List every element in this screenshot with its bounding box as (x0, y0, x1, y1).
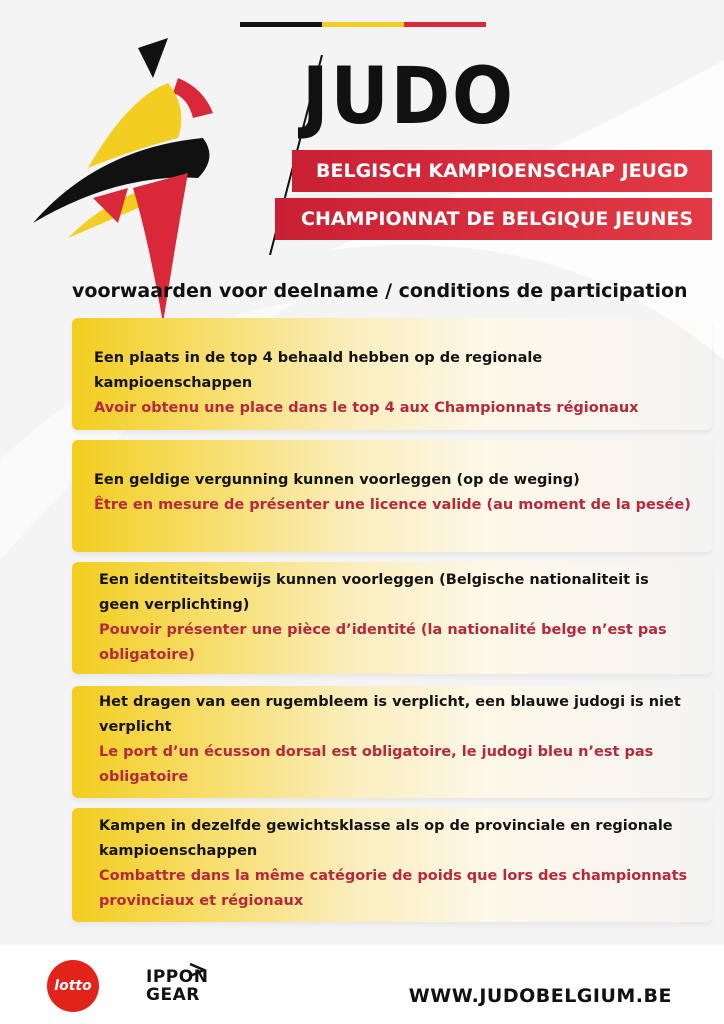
condition-card (72, 440, 712, 552)
condition-text-french: Combattre dans la même catégorie de poids que lors des championnats provinciaux et régionaux (99, 868, 688, 909)
ippon-logo-line-1: IPPON (146, 967, 209, 987)
flag-stripe-black (240, 22, 322, 27)
flag-stripe-red (404, 22, 486, 27)
condition-text-french: Être en mesure de présenter une licence valide (au moment de la pesée) (94, 497, 691, 513)
condition-text-french: Le port d’un écusson dorsal est obligatoire, le judogi bleu n’est pas obligatoire (99, 744, 654, 785)
ippon-logo-line-2: GEAR (146, 985, 200, 1005)
condition-text-dutch: Het dragen van een rugembleem is verplicht, een blauwe judogi is niet verplicht (99, 694, 681, 735)
condition-card (72, 318, 712, 430)
condition-text-dutch: Een identiteitsbewijs kunnen voorleggen (Belgische nationaliteit is geen verplichting) (99, 572, 649, 613)
condition-card (72, 562, 712, 674)
flag-stripe-yellow (322, 22, 404, 27)
lotto-logo (47, 960, 99, 1012)
lotto-logo-text: lotto (54, 978, 92, 994)
page-title: JUDO (302, 52, 515, 142)
ippon-chevron-icon (188, 962, 206, 978)
condition-text-dutch: Een geldige vergunning kunnen voorleggen (op de weging) (94, 472, 580, 488)
condition-card (72, 808, 712, 922)
condition-text-french: Pouvoir présenter une pièce d’identité (la nationalité belge n’est pas obligatoire) (99, 622, 667, 663)
flag-bar (240, 22, 486, 27)
condition-card (72, 686, 712, 798)
title-band-french: CHAMPIONNAT DE BELGIQUE JEUNES (275, 198, 712, 240)
title-band-dutch: BELGISCH KAMPIOENSCHAP JEUGD (292, 150, 712, 192)
condition-text-french: Avoir obtenu une place dans le top 4 aux Championnats régionaux (94, 400, 639, 416)
condition-text-dutch: Kampen in dezelfde gewichtsklasse als op de provinciale en regionale kampioenschappen (99, 818, 673, 859)
website-link[interactable]: WWW.JUDOBELGIUM.BE (408, 985, 672, 1007)
condition-text-dutch: Een plaats in de top 4 behaald hebben op de regionale kampioenschappen (94, 350, 543, 391)
section-heading: voorwaarden voor deelname / conditions de participation (72, 280, 688, 302)
